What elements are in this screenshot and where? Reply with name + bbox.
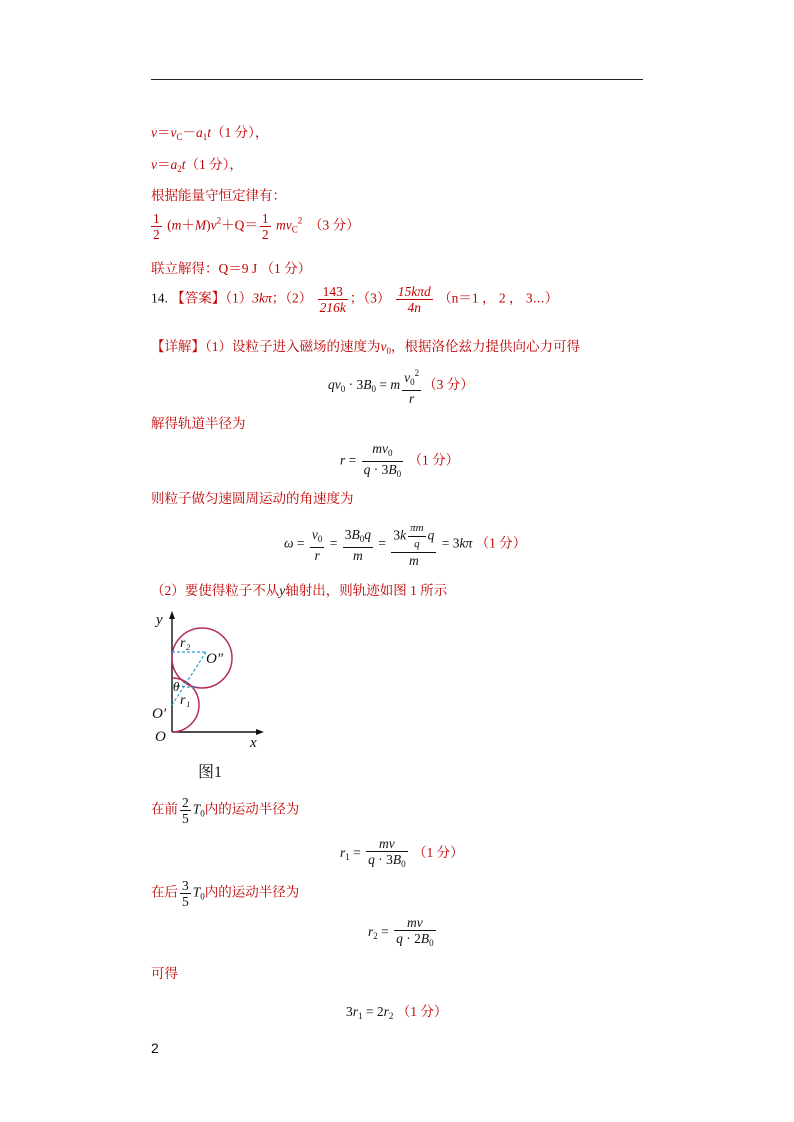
omega-heading: 则粒子做匀速圆周运动的角速度为 (151, 491, 354, 506)
eq6-score: （1 分） (396, 1004, 448, 1019)
equation-ratio: $3r_1 = 2r_2$ （1 分） (346, 1004, 448, 1021)
radius-heading: 解得轨道半径为 (151, 416, 246, 431)
equation-line-1: $v=v_C-a_1t(1$ 分）， (151, 125, 269, 142)
energy-heading: 根据能量守恒定律有： (151, 188, 286, 203)
part2-line: （2）要使得粒子不从y轴射出，则轨迹如图 1 所示 (151, 583, 448, 598)
q14-answer-line: 14. 【答案】（1）3kπ；（2） $\frac{143}{216k}$ ；（3） $\frac{\text{15kπd}}{4n}$ （n＝1 ， 2 ， 3⋯） (151, 284, 559, 315)
theta-label: θ (173, 679, 180, 694)
figure-caption: 图1 (198, 764, 223, 781)
equation-r1: $r_1$ = $\frac{mv}{q \cdot 3B_0}$ （1 分） (340, 836, 464, 869)
eq4-score: （1 分） (413, 845, 464, 861)
first-period-heading: 在前 $\frac{2}{5}$ $T_0$内的运动半径为 (151, 795, 300, 826)
score-1: （1 分）， (211, 125, 269, 140)
equation-r2: $r_2$ = $\frac{mv}{q \cdot 2B_0}$ (368, 915, 434, 948)
origin-label: O (155, 729, 166, 745)
result-heading: 可得 (151, 966, 178, 981)
r2-label: r₂ (180, 636, 191, 651)
equation-line-2: $v=a_2t(1$ 分）， (151, 157, 243, 174)
equation-lorentz: $qv_0 \cdot 3B_0 = m$ $\frac{v_0^2}{r}$ （3 分） (328, 368, 474, 406)
r1-label: r₁ (180, 693, 191, 708)
y-axis-arrow (169, 611, 175, 619)
eq1-score: （3 分） (423, 377, 474, 393)
score-2: （1 分）， (185, 157, 243, 172)
eq2-score: （1 分） (408, 452, 460, 468)
figure-1 (146, 605, 276, 785)
answer-3-fraction: $\frac{\text{15kπd}}{4n}$ (397, 284, 431, 315)
x-axis-arrow (256, 729, 264, 735)
detail-tag: 【详解】 (151, 339, 205, 354)
o-double-prime-label: O″ (206, 651, 224, 667)
o-prime-label: O′ (152, 706, 167, 722)
solve-result: 联立解得：Q＝9 J （1 分） (151, 261, 312, 276)
n-values: （n＝1 ， 2 ， 3⋯） (438, 290, 559, 306)
q14-number: 14. (151, 290, 168, 306)
energy-equation: $\frac{1}{2}$ $(m+M)v^2+Q=$ $\frac{1}{2}$ $mv_C^2$ （3 分） (153, 211, 360, 242)
equation-omega: ω = $\frac{v_0}{r}$ = $\frac{3B_0q}{m}$ = 3k $\frac{\pi m}{q}$ q m = 3kπ （1 分） (284, 522, 527, 568)
header-rule (151, 79, 643, 80)
answer-tag: 【答案】 (171, 290, 226, 306)
second-period-heading: 在后 $\frac{3}{5}$ $T_0$内的运动半径为 (151, 878, 300, 909)
answer-1: 3kπ (252, 290, 272, 306)
x-label: x (250, 735, 257, 751)
eq3-score: （1 分） (475, 535, 527, 551)
page-number: 2 (151, 1040, 159, 1056)
answer-2-fraction: $\frac{143}{216k}$ (319, 284, 346, 315)
y-label: y (156, 612, 163, 628)
energy-score: （3 分） (309, 217, 360, 233)
detail-line: 【详解】（1）设粒子进入磁场的速度为$v_0$，根据洛伦兹力提供向心力可得 (151, 339, 580, 356)
equation-radius: r = $\frac{mv_0}{q \cdot 3B_0}$ （1 分） (340, 441, 460, 479)
